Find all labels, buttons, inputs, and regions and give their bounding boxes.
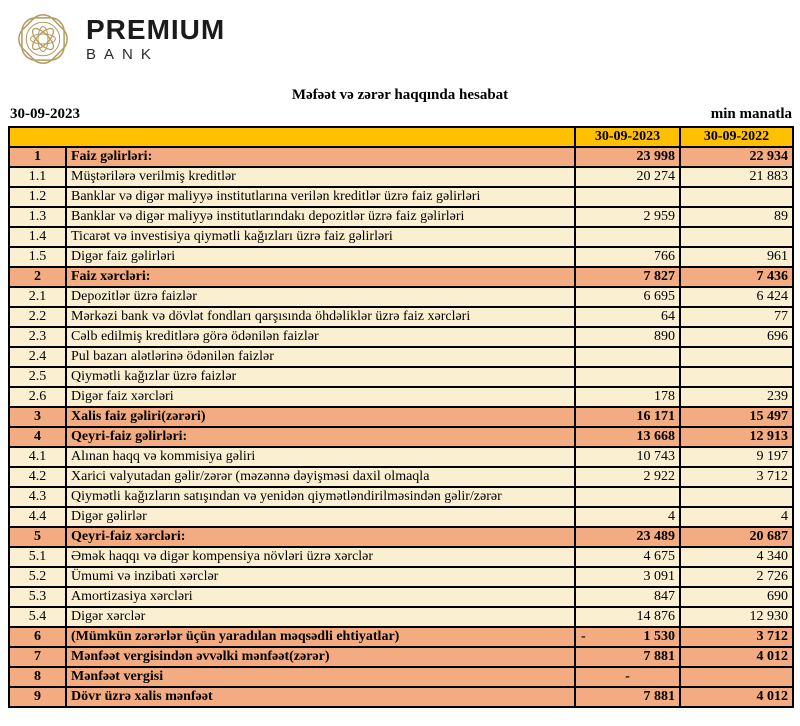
value-2023 (575, 187, 680, 207)
row-label: Mənfəət vergisindən əvvəlki mənfəət(zərər) (66, 647, 575, 667)
row-number: 2.5 (9, 367, 66, 387)
row-number: 4.4 (9, 507, 66, 527)
row-number: 4.3 (9, 487, 66, 507)
ornamental-knot-icon (12, 8, 74, 70)
value-2022: 15 497 (680, 407, 793, 427)
row-label: Digər faiz gəlirləri (66, 247, 575, 267)
table-row (9, 647, 793, 667)
row-number: 1.4 (9, 227, 66, 247)
report-date: 30-09-2023 (10, 106, 80, 122)
table-row (9, 147, 793, 167)
table-row (9, 667, 793, 687)
row-number: 5.3 (9, 587, 66, 607)
row-label: Qeyri-faiz xərcləri: (66, 527, 575, 547)
row-label: Digər gəlirlər (66, 507, 575, 527)
value-2022: 696 (680, 327, 793, 347)
row-number: 4 (9, 427, 66, 447)
value-2023: 13 668 (575, 427, 680, 447)
row-label: Müştərilərə verilmiş kreditlər (66, 167, 575, 187)
value-2022: 3 712 (680, 467, 793, 487)
row-label: Faiz gəlirləri: (66, 147, 575, 167)
table-row (9, 347, 793, 367)
table-row (9, 187, 793, 207)
row-number: 1.5 (9, 247, 66, 267)
table-row (9, 427, 793, 447)
brand-subtitle: BANK (86, 46, 159, 63)
value-2022: 12 930 (680, 607, 793, 627)
row-number: 1.3 (9, 207, 66, 227)
table-row (9, 567, 793, 587)
row-label: Banklar və digər maliyyə institutlarındakı depozitlər üzrə faiz gəlirləri (66, 207, 575, 227)
brand-name: PREMIUM (86, 14, 226, 45)
value-2022 (680, 367, 793, 387)
table-row (9, 267, 793, 287)
unit-label: min manatla (710, 106, 792, 122)
value-2022: 6 424 (680, 287, 793, 307)
value-2022: 22 934 (680, 147, 793, 167)
value-2022: 12 913 (680, 427, 793, 447)
value-2022: 961 (680, 247, 793, 267)
row-number: 2.2 (9, 307, 66, 327)
row-number: 1.2 (9, 187, 66, 207)
row-number: 4.1 (9, 447, 66, 467)
row-label: Ümumi və inzibati xərclər (66, 567, 575, 587)
value-2023 (575, 227, 680, 247)
table-row (9, 387, 793, 407)
value-2023 (575, 487, 680, 507)
value-2023: 847 (575, 587, 680, 607)
value-2023: 4 (575, 507, 680, 527)
row-label: Qiymətli kağızlar üzrə faizlər (66, 367, 575, 387)
column-header-2023: 30-09-2023 (575, 127, 680, 147)
row-number: 9 (9, 687, 66, 707)
row-label: Depozitlər üzrə faizlər (66, 287, 575, 307)
value-2023: 16 171 (575, 407, 680, 427)
row-number: 5.1 (9, 547, 66, 567)
value-2023: 7 881 (575, 687, 680, 707)
row-number: 7 (9, 647, 66, 667)
value-2022: 4 (680, 507, 793, 527)
value-2022: 239 (680, 387, 793, 407)
row-label: Alınan haqq və kommisiya gəliri (66, 447, 575, 467)
value-2023: 766 (575, 247, 680, 267)
row-number: 2.4 (9, 347, 66, 367)
row-label: Banklar və digər maliyyə institutlarına verilən kreditlər üzrə faiz gəlirləri (66, 187, 575, 207)
value-2022: 77 (680, 307, 793, 327)
table-row (9, 407, 793, 427)
table-row (9, 447, 793, 467)
row-label: Xarici valyutadan gəlir/zərər (məzənnə dəyişməsi daxil olmaqla (66, 467, 575, 487)
value-2022 (680, 347, 793, 367)
table-row (9, 467, 793, 487)
value-2023: 23 998 (575, 147, 680, 167)
header-corner-cell (9, 127, 575, 147)
value-2023: 20 274 (575, 167, 680, 187)
table-row (9, 227, 793, 247)
value-2022: 21 883 (680, 167, 793, 187)
value-2023: 6 695 (575, 287, 680, 307)
value-2023 (575, 367, 680, 387)
table-row (9, 367, 793, 387)
value-2023: 64 (575, 307, 680, 327)
value-2023: 4 675 (575, 547, 680, 567)
row-label: Pul bazarı alətlərinə ödənilən faizlər (66, 347, 575, 367)
row-number: 6 (9, 627, 66, 647)
negative-sign: - (581, 629, 586, 645)
row-label: Faiz xərcləri: (66, 267, 575, 287)
row-label: Əmək haqqı və digər kompensiya növləri üzrə xərclər (66, 547, 575, 567)
table-row (9, 527, 793, 547)
row-label: Dövr üzrə xalis mənfəət (66, 687, 575, 707)
value-2022: 89 (680, 207, 793, 227)
row-label: Qeyri-faiz gəlirləri: (66, 427, 575, 447)
row-number: 2 (9, 267, 66, 287)
table-row (9, 687, 793, 707)
value-2022: 3 712 (680, 627, 793, 647)
value-2023: - 1 530 (575, 627, 680, 647)
value-2023: 23 489 (575, 527, 680, 547)
value-2023: 2 959 (575, 207, 680, 227)
table-row (9, 247, 793, 267)
row-number: 8 (9, 667, 66, 687)
value-2022: 690 (680, 587, 793, 607)
table-row (9, 307, 793, 327)
value-2022 (680, 187, 793, 207)
bank-logo (12, 8, 225, 70)
value-2023: 7 827 (575, 267, 680, 287)
value-2023: 14 876 (575, 607, 680, 627)
row-number: 5 (9, 527, 66, 547)
table-row (9, 167, 793, 187)
report-title: Məfəət və zərər haqqında hesabat (291, 87, 509, 103)
income-statement-table (8, 126, 794, 708)
table-row (9, 287, 793, 307)
table-row (9, 547, 793, 567)
table-row (9, 487, 793, 507)
row-label: Ticarət və investisiya qiymətli kağızları üzrə faiz gəlirləri (66, 227, 575, 247)
row-label: Qiymətli kağızların satışından və yenidən qiymətləndirilməsindən gəlir/zərər (66, 487, 575, 507)
table-row (9, 207, 793, 227)
value-2022: 4 012 (680, 687, 793, 707)
brand-text (86, 16, 225, 62)
row-number: 1 (9, 147, 66, 167)
row-number: 2.6 (9, 387, 66, 407)
column-header-2022: 30-09-2022 (680, 127, 793, 147)
row-label: Digər faiz xərcləri (66, 387, 575, 407)
table-row (9, 627, 793, 647)
row-label: Mərkəzi bank və dövlət fondları qarşısında öhdəliklər üzrə faiz xərcləri (66, 307, 575, 327)
row-number: 2.1 (9, 287, 66, 307)
value-2022: 2 726 (680, 567, 793, 587)
value-2022: 4 012 (680, 647, 793, 667)
value-2023: 10 743 (575, 447, 680, 467)
table-row (9, 327, 793, 347)
row-number: 5.2 (9, 567, 66, 587)
table-row (9, 587, 793, 607)
row-label: (Mümkün zərərlər üçün yaradılan məqsədli ehtiyatlar) (66, 627, 575, 647)
value-2022 (680, 667, 793, 687)
row-number: 5.4 (9, 607, 66, 627)
row-label: Mənfəət vergisi (66, 667, 575, 687)
subheader (10, 106, 792, 123)
value-2022: 9 197 (680, 447, 793, 467)
value-2022 (680, 227, 793, 247)
value-2023: 3 091 (575, 567, 680, 587)
row-label: Amortizasiya xərcləri (66, 587, 575, 607)
row-number: 3 (9, 407, 66, 427)
row-number: 2.3 (9, 327, 66, 347)
value-2022: 20 687 (680, 527, 793, 547)
row-label: Digər xərclər (66, 607, 575, 627)
value-2022 (680, 487, 793, 507)
value-2023: 2 922 (575, 467, 680, 487)
row-label: Xalis faiz gəliri(zərəri) (66, 407, 575, 427)
row-label: Cəlb edilmiş kreditlərə görə ödənilən faizlər (66, 327, 575, 347)
value-2023: - (575, 667, 680, 687)
table-row (9, 507, 793, 527)
row-number: 1.1 (9, 167, 66, 187)
value-2023: 178 (575, 387, 680, 407)
value-2023: 7 881 (575, 647, 680, 667)
value-2023 (575, 347, 680, 367)
table-row (9, 607, 793, 627)
table-header-row (9, 127, 793, 147)
row-number: 4.2 (9, 467, 66, 487)
value-2022: 7 436 (680, 267, 793, 287)
value-2023: 890 (575, 327, 680, 347)
value-2022: 4 340 (680, 547, 793, 567)
